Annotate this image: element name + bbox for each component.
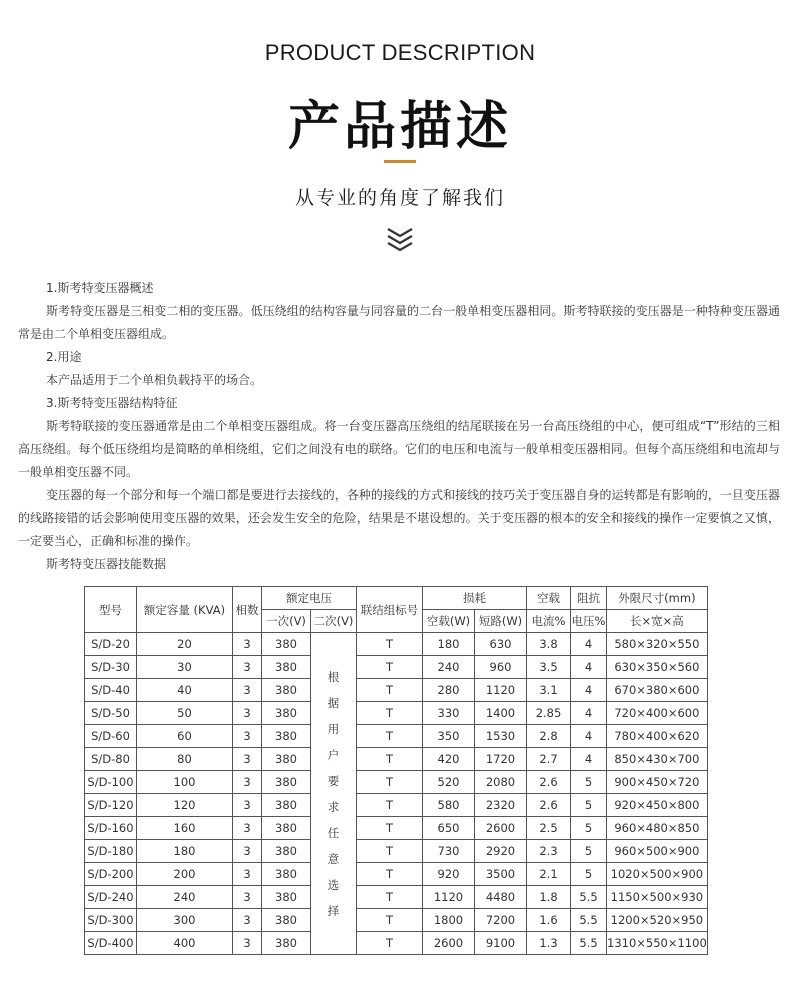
cell-model: S/D-160 [85,817,137,840]
section-2-text: 本产品适用于二个单相负载持平的场合。 [46,373,263,387]
table-row [85,725,708,748]
table-row [85,840,708,863]
cell-dimensions: 1020×500×900 [607,863,708,886]
cell-impedance-pct: 4 [571,633,607,656]
cell-phases: 3 [233,725,262,748]
header-primary-voltage: 一次(V) [262,610,311,633]
cell-connection: T [357,909,423,932]
header-model: 型号 [85,587,137,633]
cell-short-loss: 2600 [475,817,527,840]
section-2-heading: 2.用途 [46,350,82,364]
cell-connection: T [357,817,423,840]
cell-phases: 3 [233,771,262,794]
cell-short-loss: 1720 [475,748,527,771]
header-impedance: 阻抗 [571,587,607,610]
header-connection: 联结组标号 [357,587,423,633]
cell-connection: T [357,725,423,748]
cell-connection: T [357,794,423,817]
accent-divider [384,160,416,163]
section-3-heading: 3.斯考特变压器结构特征 [46,396,178,410]
cell-noload-loss: 730 [423,840,475,863]
cell-current-pct: 3.5 [527,656,571,679]
table-row [85,633,708,656]
cell-current-pct: 2.7 [527,748,571,771]
cell-phases: 3 [233,886,262,909]
cell-phases: 3 [233,817,262,840]
cell-short-loss: 630 [475,633,527,656]
note-char: 用 [327,721,340,736]
cell-model: S/D-80 [85,748,137,771]
cell-short-loss: 9100 [475,932,527,955]
cell-primary-voltage: 380 [262,817,311,840]
cell-connection: T [357,702,423,725]
cell-capacity: 300 [137,909,233,932]
cell-model: S/D-60 [85,725,137,748]
cell-primary-voltage: 380 [262,656,311,679]
cell-noload-loss: 2600 [423,932,475,955]
cell-capacity: 240 [137,886,233,909]
cell-phases: 3 [233,932,262,955]
cell-noload-loss: 650 [423,817,475,840]
cell-impedance-pct: 5 [571,817,607,840]
cell-dimensions: 1150×500×930 [607,886,708,909]
cell-model: S/D-30 [85,656,137,679]
description-body [18,277,780,576]
header-current-pct: 电流% [527,610,571,633]
cell-short-loss: 960 [475,656,527,679]
cell-noload-loss: 1800 [423,909,475,932]
note-char: 选 [327,877,340,892]
cell-short-loss: 2080 [475,771,527,794]
cell-noload-loss: 580 [423,794,475,817]
table-row [85,748,708,771]
cell-dimensions: 720×400×600 [607,702,708,725]
cell-capacity: 50 [137,702,233,725]
table-row [85,909,708,932]
cell-primary-voltage: 380 [262,886,311,909]
note-char: 任 [327,825,340,840]
header-voltage-pct: 电压% [571,610,607,633]
cell-noload-loss: 240 [423,656,475,679]
cell-current-pct: 3.8 [527,633,571,656]
section-1-heading: 1.斯考特变压器概述 [46,281,154,295]
cell-dimensions: 1310×550×1100 [607,932,708,955]
section-1-text: 斯考特变压器是三相变二相的变压器。低压绕组的结构容量与同容量的二台一般单相变压器相同。斯考特联接的变压器是一种特种变压器通常是由二个单相变压器组成。 [18,304,780,341]
cell-model: S/D-20 [85,633,137,656]
cell-current-pct: 2.3 [527,840,571,863]
table-row [85,656,708,679]
header-phases: 相数 [233,587,262,633]
cell-impedance-pct: 5 [571,794,607,817]
cell-short-loss: 7200 [475,909,527,932]
cell-primary-voltage: 380 [262,909,311,932]
cell-capacity: 60 [137,725,233,748]
cell-capacity: 100 [137,771,233,794]
cell-phases: 3 [233,840,262,863]
table-row [85,794,708,817]
table-row [85,817,708,840]
table-row [85,702,708,725]
note-char: 求 [327,799,340,814]
header-dimensions-sub: 长×宽×高 [607,610,708,633]
cell-model: S/D-180 [85,840,137,863]
cell-primary-voltage: 380 [262,863,311,886]
cell-connection: T [357,679,423,702]
cell-model: S/D-300 [85,909,137,932]
cell-capacity: 40 [137,679,233,702]
chevron-down-icon [386,226,414,252]
cell-primary-voltage: 380 [262,932,311,955]
cell-primary-voltage: 380 [262,840,311,863]
cell-current-pct: 2.1 [527,863,571,886]
cell-model: S/D-240 [85,886,137,909]
cell-phases: 3 [233,656,262,679]
cell-current-pct: 3.1 [527,679,571,702]
cell-primary-voltage: 380 [262,748,311,771]
cell-short-loss: 3500 [475,863,527,886]
cell-noload-loss: 920 [423,863,475,886]
cell-connection: T [357,633,423,656]
cell-primary-voltage: 380 [262,702,311,725]
header-rated-voltage: 额定电压 [262,587,357,610]
table-row [85,771,708,794]
table-row [85,679,708,702]
cell-impedance-pct: 5 [571,771,607,794]
cell-capacity: 80 [137,748,233,771]
cell-impedance-pct: 4 [571,748,607,771]
header-secondary-voltage: 二次(V) [311,610,357,633]
cell-phases: 3 [233,794,262,817]
cell-primary-voltage: 380 [262,725,311,748]
cell-impedance-pct: 5 [571,863,607,886]
header-short-loss: 短路(W) [475,610,527,633]
cell-dimensions: 630×350×560 [607,656,708,679]
cell-short-loss: 2920 [475,840,527,863]
cell-current-pct: 2.6 [527,794,571,817]
cell-model: S/D-100 [85,771,137,794]
cell-dimensions: 670×380×600 [607,679,708,702]
table-row [85,863,708,886]
cell-secondary-voltage-note [311,633,357,955]
cell-noload-loss: 180 [423,633,475,656]
cell-impedance-pct: 5 [571,840,607,863]
cell-capacity: 400 [137,932,233,955]
cell-dimensions: 1200×520×950 [607,909,708,932]
header-loss: 损耗 [423,587,527,610]
cell-model: S/D-200 [85,863,137,886]
note-char: 要 [327,773,340,788]
cell-noload-loss: 280 [423,679,475,702]
cell-connection: T [357,886,423,909]
cell-capacity: 20 [137,633,233,656]
cell-dimensions: 580×320×550 [607,633,708,656]
cell-connection: T [357,863,423,886]
cell-dimensions: 960×480×850 [607,817,708,840]
cell-phases: 3 [233,748,262,771]
cell-model: S/D-50 [85,702,137,725]
cell-impedance-pct: 5.5 [571,932,607,955]
header-noload-current: 空载 [527,587,571,610]
cell-impedance-pct: 4 [571,656,607,679]
note-char: 户 [327,747,340,762]
cell-connection: T [357,748,423,771]
cell-dimensions: 780×400×620 [607,725,708,748]
cell-noload-loss: 520 [423,771,475,794]
cell-capacity: 160 [137,817,233,840]
cell-primary-voltage: 380 [262,633,311,656]
table-header-row-1 [85,587,708,610]
cell-connection: T [357,656,423,679]
cell-current-pct: 2.85 [527,702,571,725]
cell-connection: T [357,771,423,794]
header-noload-loss: 空载(W) [423,610,475,633]
cell-noload-loss: 350 [423,725,475,748]
note-char: 根 [327,669,340,684]
section-3-text: 斯考特联接的变压器通常是由二个单相变压器组成。将一台变压器高压绕组的结尾联接在另一台高压绕组的中心，便可组成“T”形结的三相高压绕组。每个低压绕组均是简略的单相绕组，它们之间没有电的联络。它们的电压和电流与一般单相变压器相同。但每个高压绕组和电流却与一般单相变压器不同。 [18,419,780,479]
cell-capacity: 120 [137,794,233,817]
cell-current-pct: 2.8 [527,725,571,748]
cell-impedance-pct: 4 [571,725,607,748]
cell-noload-loss: 330 [423,702,475,725]
cell-primary-voltage: 380 [262,679,311,702]
cell-dimensions: 900×450×720 [607,771,708,794]
cell-phases: 3 [233,909,262,932]
cell-primary-voltage: 380 [262,794,311,817]
cell-model: S/D-120 [85,794,137,817]
cell-capacity: 30 [137,656,233,679]
cell-short-loss: 1530 [475,725,527,748]
cell-impedance-pct: 5.5 [571,886,607,909]
note-char: 择 [327,903,340,918]
cell-phases: 3 [233,633,262,656]
cell-phases: 3 [233,679,262,702]
cell-model: S/D-400 [85,932,137,955]
cell-short-loss: 4480 [475,886,527,909]
cell-current-pct: 1.3 [527,932,571,955]
cell-primary-voltage: 380 [262,771,311,794]
header-dimensions: 外限尺寸(mm) [607,587,708,610]
cell-impedance-pct: 4 [571,702,607,725]
cell-short-loss: 1400 [475,702,527,725]
english-title: PRODUCT DESCRIPTION [264,40,536,65]
table-caption: 斯考特变压器技能数据 [46,557,167,571]
cell-model: S/D-40 [85,679,137,702]
table-body [85,633,708,955]
cell-dimensions: 960×500×900 [607,840,708,863]
note-char: 据 [327,695,340,710]
wiring-paragraph: 变压器的每一个部分和每一个端口都是要进行去接线的，各种的接线的方式和接线的技巧关于变压器自身的运转都是有影响的，一旦变压器的线路接错的话会影响使用变压器的效果，还会发生安全的危险，结果是不堪设想的。关于变压器的根本的安全和接线的操作一定要慎之又慎，一定要当心，正确和标准的操作。 [18,488,780,548]
cell-short-loss: 2320 [475,794,527,817]
cell-current-pct: 1.8 [527,886,571,909]
spec-table [84,586,708,955]
cell-phases: 3 [233,863,262,886]
cell-dimensions: 920×450×800 [607,794,708,817]
table-row [85,886,708,909]
cell-capacity: 180 [137,840,233,863]
spec-table-wrapper [84,586,708,955]
cell-current-pct: 1.6 [527,909,571,932]
header-capacity: 额定容量 (KVA) [137,587,233,633]
cell-connection: T [357,932,423,955]
cell-current-pct: 2.5 [527,817,571,840]
cell-dimensions: 850×430×700 [607,748,708,771]
cell-connection: T [357,840,423,863]
cell-current-pct: 2.6 [527,771,571,794]
cell-impedance-pct: 5.5 [571,909,607,932]
chinese-title: 产品描述 [287,97,512,157]
cell-impedance-pct: 4 [571,679,607,702]
table-row [85,932,708,955]
cell-noload-loss: 420 [423,748,475,771]
cell-phases: 3 [233,702,262,725]
cell-short-loss: 1120 [475,679,527,702]
subtitle: 从专业的角度了解我们 [294,187,505,209]
note-char: 意 [327,851,340,866]
cell-capacity: 200 [137,863,233,886]
cell-noload-loss: 1120 [423,886,475,909]
